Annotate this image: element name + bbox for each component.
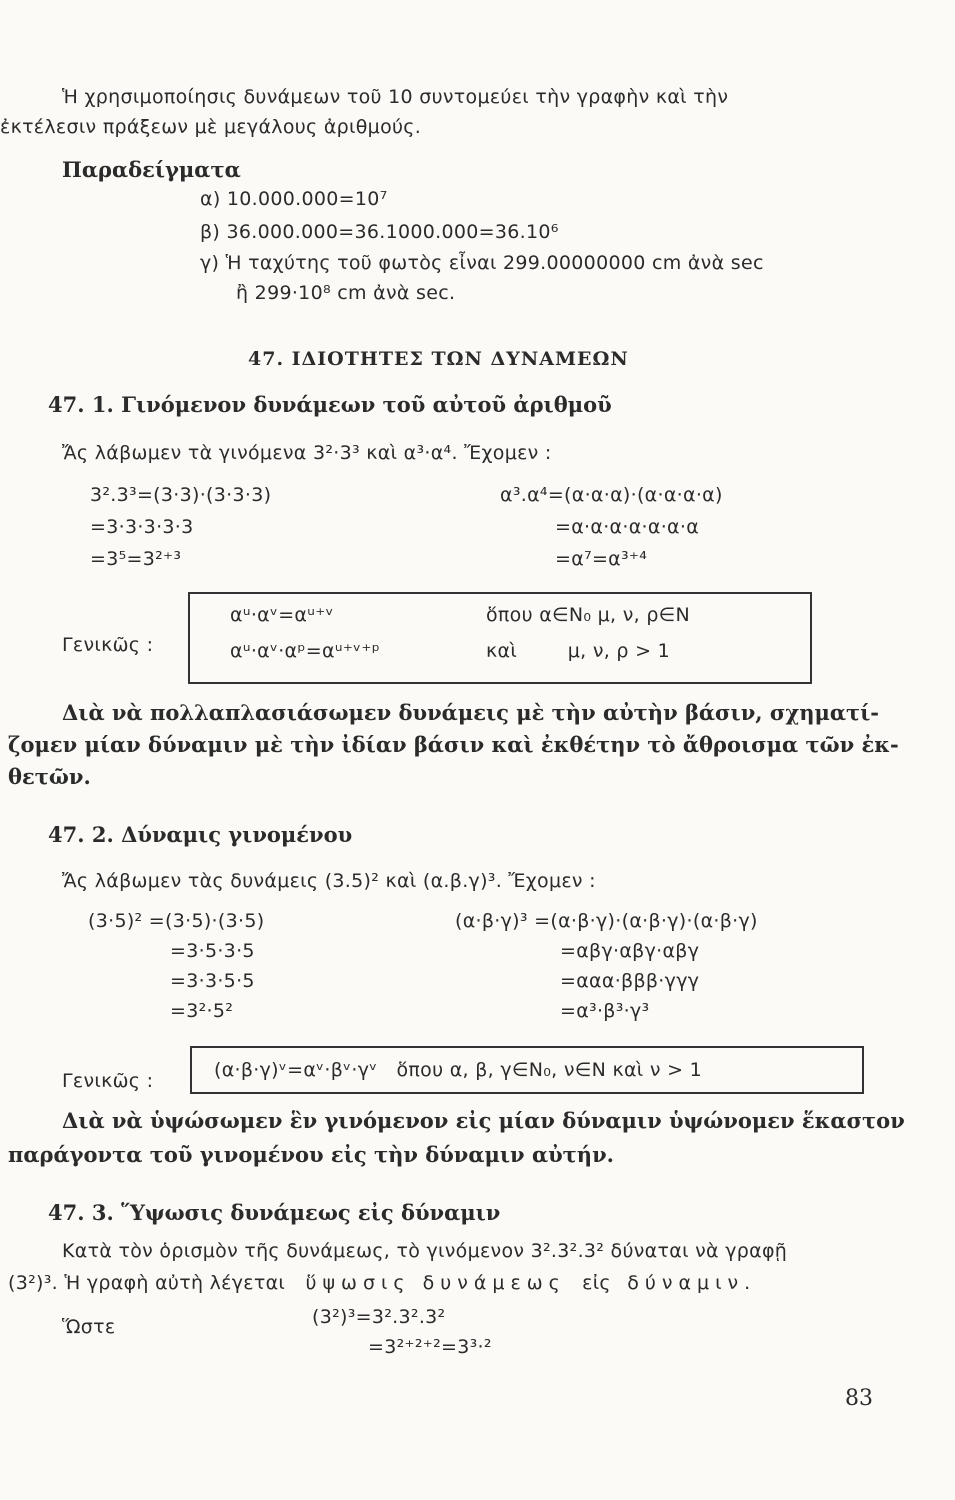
subsection-2-intro: Ἄς λάβωμεν τὰς δυνάμεις (3.5)² καὶ (α.β.γ)³. Ἔχομεν :: [62, 870, 596, 892]
example-b: β) 36.000.000=36.1000.000=36.10⁶: [200, 221, 559, 243]
subsection-1-intro: Ἄς λάβωμεν τὰ γινόμενα 3²·3³ καὶ α³·α⁴. Ἔχομεν :: [62, 442, 552, 464]
sub1-rule-line-2: ζομεν μίαν δύναμιν μὲ τὴν ἰδίαν βάσιν καὶ ἐκθέτην τὸ ἄθροισμα τῶν ἐκ-: [8, 732, 899, 757]
sub2-right-eq-2: =αβγ·αβγ·αβγ: [560, 940, 700, 962]
sub3-line-2-eis: εἰς: [582, 1272, 611, 1294]
sub1-left-eq-1: 3².3³=(3·3)·(3·3·3): [90, 484, 272, 506]
subsection-1-title: 47. 1. Γινόμενον δυνάμεων τοῦ αὐτοῦ ἀριθμοῦ: [48, 392, 612, 417]
sub2-right-eq-3: =ααα·βββ·γγγ: [560, 970, 700, 992]
sub3-line-1: Κατὰ τὸν ὁρισμὸν τῆς δυνάμεως, τὸ γινόμενον 3².3².3² δύναται νὰ γραφῇ: [62, 1240, 788, 1262]
sub2-formula-box: [190, 1046, 864, 1094]
sub2-left-eq-3: =3·3·5·5: [170, 970, 255, 992]
sub1-rule-line-1: Διὰ νὰ πολλαπλασιάσωμεν δυνάμεις μὲ τὴν αὐτὴν βάσιν, σχηματί-: [62, 700, 880, 725]
sub2-left-eq-1: (3·5)² =(3·5)·(3·5): [88, 910, 265, 932]
sub2-right-eq-4: =α³·β³·γ³: [560, 1000, 650, 1022]
sub3-line-2: [8, 1270, 756, 1296]
section-heading: 47. ΙΔΙΟΤΗΤΕΣ ΤΩΝ ΔΥΝΑΜΕΩΝ: [248, 348, 629, 370]
sub1-right-eq-3: =α⁷=α³⁺⁴: [555, 548, 648, 570]
sub3-eq-2: =3²⁺²⁺²=3³·²: [368, 1336, 492, 1358]
intro-line-2: ἐκτέλεσιν πράξεων μὲ μεγάλους ἀριθμούς.: [0, 116, 422, 138]
example-c-line-1: γ) Ἡ ταχύτης τοῦ φωτὸς εἶναι 299.00000000 cm ἀνὰ sec: [200, 252, 764, 274]
sub1-box-condition-1: ὅπου α∈N₀ μ, ν, ρ∈N: [486, 604, 691, 626]
sub1-left-eq-3: =3⁵=3²⁺³: [90, 548, 182, 570]
sub3-line-2-start: (3²)³. Ἡ γραφὴ αὐτὴ λέγεται: [8, 1272, 286, 1294]
sub1-left-eq-2: =3·3·3·3·3: [90, 516, 194, 538]
sub1-box-formula-2: αᵘ·αᵛ·αᵖ=αᵘ⁺ᵛ⁺ᵖ: [230, 640, 381, 662]
sub2-left-eq-2: =3·5·3·5: [170, 940, 255, 962]
sub3-hence: Ὥστε: [62, 1316, 116, 1338]
intro-line-1: Ἡ χρησιμοποίησις δυνάμεων τοῦ 10 συντομεύει τὴν γραφὴν καὶ τὴν: [62, 86, 729, 108]
sub2-right-eq-1: (α·β·γ)³ =(α·β·γ)·(α·β·γ)·(α·β·γ): [455, 910, 758, 932]
example-a: α) 10.000.000=10⁷: [200, 188, 388, 210]
page-number: 83: [845, 1386, 873, 1411]
sub2-general-label: Γενικῶς :: [62, 1070, 154, 1092]
sub1-rule-line-3: θετῶν.: [8, 764, 91, 789]
sub1-right-eq-1: α³.α⁴=(α·α·α)·(α·α·α·α): [500, 484, 723, 506]
sub1-right-eq-2: =α·α·α·α·α·α·α: [555, 516, 700, 538]
sub3-eq-1: (3²)³=3².3².3²: [312, 1306, 446, 1328]
sub2-rule-line-2: παράγοντα τοῦ γινομένου εἰς τὴν δύναμιν αὐτήν.: [8, 1142, 614, 1167]
sub2-left-eq-4: =3²·5²: [170, 1000, 234, 1022]
sub2-rule-line-1: Διὰ νὰ ὑψώσωμεν ἓν γινόμενον εἰς μίαν δύναμιν ὑψώνομεν ἕκαστον: [62, 1108, 905, 1133]
subsection-2-title: 47. 2. Δύναμις γινομένου: [48, 822, 353, 847]
sub2-box-formula: (α·β·γ)ᵛ=αᵛ·βᵛ·γᵛ ὅπου α, β, γ∈N₀, ν∈N καὶ ν > 1: [214, 1059, 703, 1081]
sub3-term-ypsosis: ὕψωσις δυνάμεως: [305, 1272, 566, 1294]
examples-title: Παραδείγματα: [62, 157, 241, 182]
sub1-box-formula-1: αᵘ·αᵛ=αᵘ⁺ᵛ: [230, 604, 334, 626]
subsection-3-title: 47. 3. Ὕψωσις δυνάμεως εἰς δύναμιν: [48, 1200, 501, 1225]
example-c-line-2: ἢ 299·10⁸ cm ἀνὰ sec.: [236, 282, 456, 304]
sub1-box-condition-2: καὶ μ, ν, ρ > 1: [486, 640, 671, 662]
sub3-term-dynamin: δύναμιν.: [627, 1272, 757, 1294]
sub1-general-label: Γενικῶς :: [62, 634, 154, 656]
sub1-formula-box: [188, 592, 812, 684]
